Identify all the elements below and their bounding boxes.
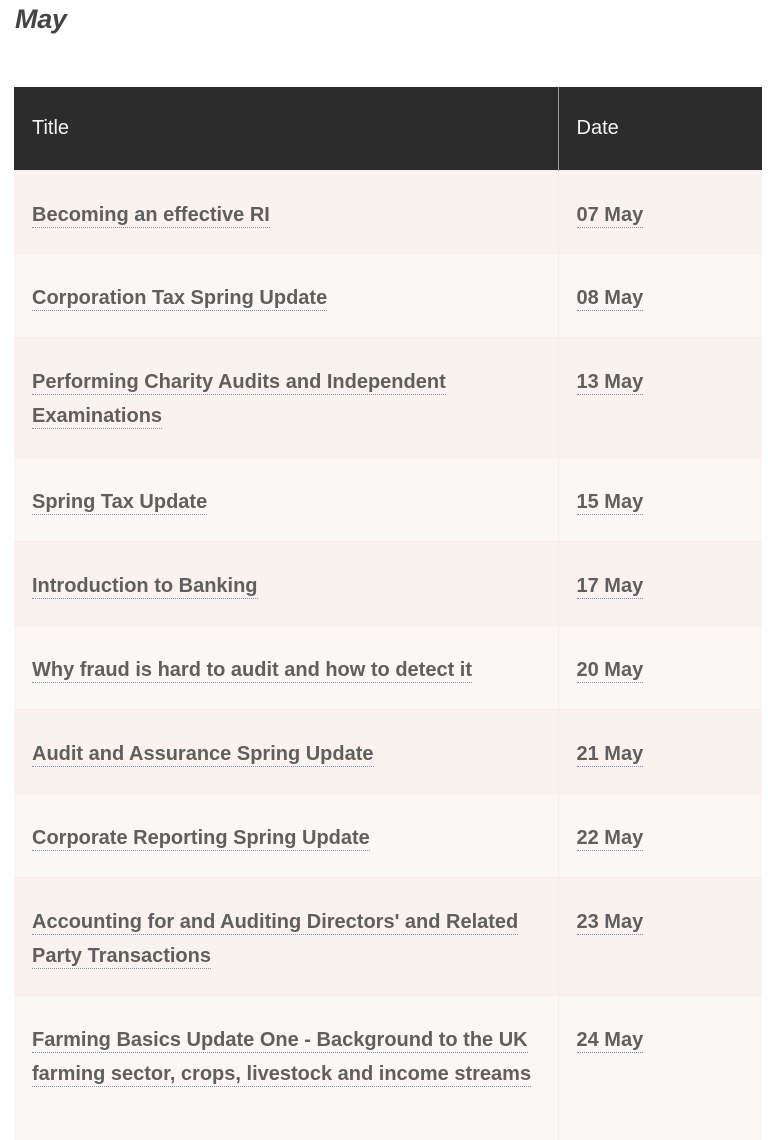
event-date-link[interactable]: 23 May xyxy=(576,910,644,933)
date-cell xyxy=(558,995,762,1140)
column-header-date: Date xyxy=(558,87,762,170)
title-cell xyxy=(14,170,558,253)
table-row xyxy=(14,170,762,253)
event-date-link[interactable]: 17 May xyxy=(576,574,644,597)
event-title-link[interactable]: Accounting for and Auditing Directors' and Related Party Transactions xyxy=(32,910,519,967)
table-row xyxy=(14,457,762,541)
event-title-link[interactable]: Spring Tax Update xyxy=(32,490,208,513)
table-row xyxy=(14,337,762,457)
title-cell xyxy=(14,793,558,877)
events-table xyxy=(14,87,762,1140)
event-title-link[interactable]: Why fraud is hard to audit and how to detect it xyxy=(32,658,472,681)
month-heading: May xyxy=(15,4,67,34)
event-date-link[interactable]: 24 May xyxy=(576,1028,644,1051)
date-cell xyxy=(558,337,762,457)
event-date-link[interactable]: 08 May xyxy=(576,286,644,309)
event-date-link[interactable]: 21 May xyxy=(576,742,644,765)
date-cell xyxy=(558,253,762,337)
date-cell xyxy=(558,541,762,625)
table-row xyxy=(14,793,762,877)
event-date-link[interactable]: 15 May xyxy=(576,490,644,513)
column-header-title: Title xyxy=(14,87,558,170)
event-title-link[interactable]: Corporation Tax Spring Update xyxy=(32,286,328,309)
event-title-link[interactable]: Becoming an effective RI xyxy=(32,203,270,226)
title-cell xyxy=(14,253,558,337)
event-title-link[interactable]: Introduction to Banking xyxy=(32,574,258,597)
title-cell xyxy=(14,877,558,995)
date-cell xyxy=(558,793,762,877)
date-cell xyxy=(558,625,762,709)
event-date-link[interactable]: 22 May xyxy=(576,826,644,849)
date-cell xyxy=(558,457,762,541)
date-cell xyxy=(558,877,762,995)
event-title-link[interactable]: Performing Charity Audits and Independent Examinations xyxy=(32,370,446,427)
table-header-row xyxy=(14,87,762,170)
title-cell xyxy=(14,625,558,709)
title-cell xyxy=(14,457,558,541)
event-title-link[interactable]: Corporate Reporting Spring Update xyxy=(32,826,370,849)
table-row xyxy=(14,541,762,625)
event-date-link[interactable]: 13 May xyxy=(576,370,644,393)
title-cell xyxy=(14,995,558,1140)
date-cell xyxy=(558,709,762,793)
table-row xyxy=(14,995,762,1140)
date-cell xyxy=(558,170,762,253)
title-cell xyxy=(14,541,558,625)
event-title-link[interactable]: Audit and Assurance Spring Update xyxy=(32,742,374,765)
event-date-link[interactable]: 20 May xyxy=(576,658,644,681)
title-cell xyxy=(14,337,558,457)
table-row xyxy=(14,709,762,793)
table-row xyxy=(14,625,762,709)
event-title-link[interactable]: Farming Basics Update One - Background to the UK farming sector, crops, livestock and income streams xyxy=(32,1028,532,1085)
event-date-link[interactable]: 07 May xyxy=(576,203,644,226)
table-row xyxy=(14,877,762,995)
table-row xyxy=(14,253,762,337)
title-cell xyxy=(14,709,558,793)
